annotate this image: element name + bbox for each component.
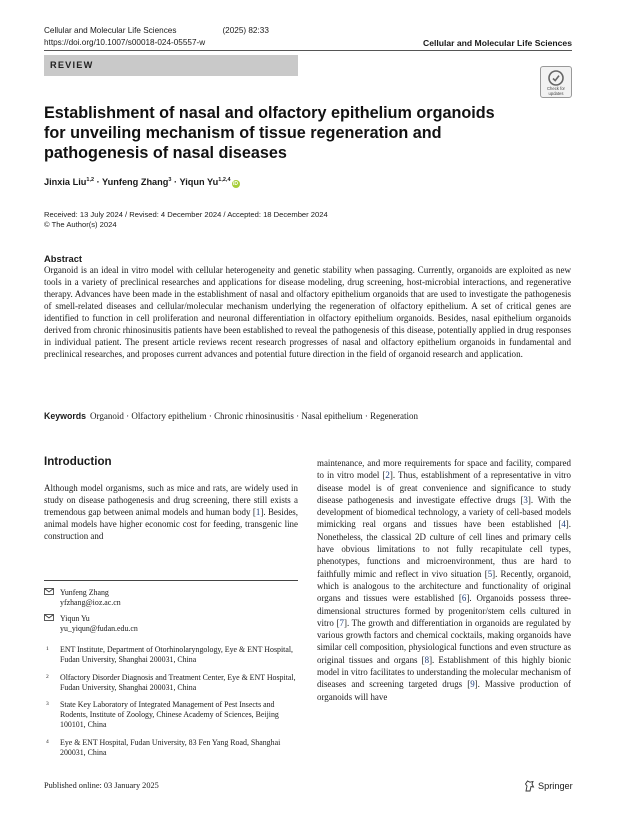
affiliation-2 xyxy=(44,673,298,693)
header-rule xyxy=(44,50,572,51)
copyright: © The Author(s) 2024 xyxy=(44,220,117,229)
body-text: Although model organisms, such as mice and rats, are widely used in study on disease pathogenesis and drug screening, there still exists a tremendous gap between animal models and human body [ xyxy=(44,483,298,517)
body-text: ]. The growth and differentiation in organoids are regulated by various growth factors and chemical cocktails, making organoids have similar cell composition, physiological functions and even structure as original tissues and organs [ xyxy=(317,617,571,665)
check-updates-icon xyxy=(548,70,564,86)
introduction-right-column xyxy=(317,457,571,703)
body-text: ]. Thus, establishment of a representative in vitro disease model is of great convenience and significance to study disease pathogenesis and investigate effective drugs [ xyxy=(317,470,571,505)
introduction-left-column xyxy=(44,482,298,542)
author-name[interactable]: Yiqun Yu xyxy=(179,177,219,188)
author-separator: · xyxy=(171,177,180,188)
corresponding-author-2 xyxy=(44,614,298,634)
keywords-list: Organoid · Olfactory epithelium · Chronic rhinosinusitis · Nasal epithelium · Regeneration xyxy=(90,411,419,421)
contact-email[interactable]: yfzhang@ioz.ac.cn xyxy=(60,598,121,608)
author-list xyxy=(44,177,240,188)
citation-link[interactable]: 4 xyxy=(561,519,566,530)
author-affiliation: 1,2 xyxy=(86,177,95,183)
publisher-name: Springer xyxy=(538,781,573,791)
history-dates: Received: 13 July 2024 / Revised: 4 December 2024 / Accepted: 18 December 2024 xyxy=(44,210,328,219)
author-name[interactable]: Jinxia Liu xyxy=(44,177,87,188)
corresponding-author-1 xyxy=(44,588,298,608)
affiliation-text: Olfactory Disorder Diagnosis and Treatment Center, Eye & ENT Hospital, Fudan University, Shanghai 200031, China xyxy=(60,673,296,693)
publisher-logo[interactable] xyxy=(524,780,573,792)
affiliation-number: 1 xyxy=(46,646,49,652)
published-online: Published online: 03 January 2025 xyxy=(44,781,159,790)
affiliation-text: ENT Institute, Department of Otorhinolaryngology, Eye & ENT Hospital, Fudan University, Shanghai 200031, China xyxy=(60,645,294,665)
citation-link[interactable]: 8 xyxy=(424,654,430,665)
article-title: Establishment of nasal and olfactory epithelium organoids for unveiling mechanism of tissue regeneration and pathogenesis of nasal diseases xyxy=(44,104,495,162)
affiliation-text: Eye & ENT Hospital, Fudan University, 83 Fen Yang Road, Shanghai 200031, China xyxy=(60,738,281,758)
affiliation-4 xyxy=(44,738,298,758)
citation-link[interactable]: 9 xyxy=(470,679,475,690)
author-name[interactable]: Yunfeng Zhang xyxy=(102,177,169,188)
affiliation-text: State Key Laboratory of Integrated Management of Pest Insects and Rodents, Institute of Zoology, Chinese Academy of Sciences, Beijing 100101, China xyxy=(60,700,279,730)
citation-link[interactable]: 6 xyxy=(461,593,467,604)
journal-name: Cellular and Molecular Life Sciences xyxy=(44,26,177,35)
body-text: ]. Besides, animal models have higher economic cost for feeding, transgenic line construction and xyxy=(44,507,298,541)
affiliation-1 xyxy=(44,645,298,665)
springer-horse-icon xyxy=(524,780,535,792)
citation: (2025) 82:33 xyxy=(222,26,269,35)
affiliation-number: 3 xyxy=(46,701,49,707)
author-affiliation: 3 xyxy=(168,177,172,183)
orcid-icon[interactable]: iD xyxy=(233,181,238,188)
body-text: ]. Establishment of this highly bionic model in vitro facilitates to understanding the molecular mechanism of diseases and screening targeted drugs [ xyxy=(317,654,571,690)
check-for-updates-badge[interactable] xyxy=(540,66,572,98)
affiliation-3 xyxy=(44,700,298,731)
keywords-label: Keywords xyxy=(44,411,87,421)
footnote-rule xyxy=(44,580,298,581)
body-text: ]. Recently, organoid, which is analogous to the architecture and functionality of original organs and tissues were established [ xyxy=(317,568,571,604)
citation-link[interactable]: 7 xyxy=(339,617,344,628)
citation-link[interactable]: 5 xyxy=(487,568,493,579)
body-text: ]. With the development of biomedical technology, a variety of cell-based models mimicking real organs and tissues have been established [ xyxy=(317,494,571,530)
envelope-icon xyxy=(44,588,58,598)
journal-name-right: Cellular and Molecular Life Sciences xyxy=(422,38,572,48)
article-dates xyxy=(44,210,328,230)
body-text: maintenance, and more requirements for space and facility, compared to in vitro model [ xyxy=(317,458,571,481)
badge-label: Check for updates xyxy=(547,86,565,96)
body-text: ]. Massive production of organoids will have xyxy=(317,679,571,702)
contact-name: Yiqun Yu xyxy=(60,614,90,623)
keywords xyxy=(44,411,418,421)
envelope-icon xyxy=(44,614,58,624)
author-affiliation: 1,2,4 xyxy=(218,177,231,183)
article-type-bar: REVIEW xyxy=(44,55,298,76)
abstract-text: Organoid is an ideal in vitro model with cellular heterogeneity and genetic stability when passaging. Currently, organoids are exploited as new tools in a variety of preclinical researches and applications for disease modeling, drug screening, host-microbial interactions, and regenerative therapy. Advances have been made in the establishment of nasal and olfactory epithelium organoids that are used to investigate the pathogenesis of smell-related diseases and cellular/molecular mechanism underlying the regeneration of olfactory epithelium. A set of critical genes are identified to function in cell proliferation and neuronal differentiation in olfactory epithelium organoids. Besides, nasal epithelium organoids derived from chronic rhinosinusitis patients have been established to reveal the pathogenesis of this disease, potentially applied in drug responses in individual patient. The present article reviews recent research progresses of nasal and olfactory epithelium organoids in fundamental and preclinical researches, and proposes current advances and potential future direction in the field of organoid research and application. xyxy=(44,265,571,359)
doi-link[interactable]: https://doi.org/10.1007/s00018-024-05557-w xyxy=(44,38,206,47)
affiliation-number: 4 xyxy=(46,739,49,745)
body-text: ]. Nonetheless, the classical 2D culture of cell lines and primary cells have obvious limitations to not fully recapitulate cell types, phenotypes, functions and microenvironment, thus are hard to faithfully mimic and reflect in vivo situation [ xyxy=(317,519,571,579)
contact-name: Yunfeng Zhang xyxy=(60,588,109,597)
author-separator: · xyxy=(94,177,103,188)
affiliation-number: 2 xyxy=(46,674,49,680)
citation-link[interactable]: 1 xyxy=(255,507,261,517)
running-header xyxy=(44,25,269,49)
introduction-heading: Introduction xyxy=(44,455,112,468)
contact-email[interactable]: yu_yiqun@fudan.edu.cn xyxy=(60,624,138,634)
body-text: ]. Organoids possess three-dimensional structures formed by progenitor/stem cells cultured in vitro [ xyxy=(317,593,571,628)
citation-link[interactable]: 3 xyxy=(523,494,528,505)
abstract-heading: Abstract xyxy=(44,253,83,264)
citation-link[interactable]: 2 xyxy=(385,470,390,481)
